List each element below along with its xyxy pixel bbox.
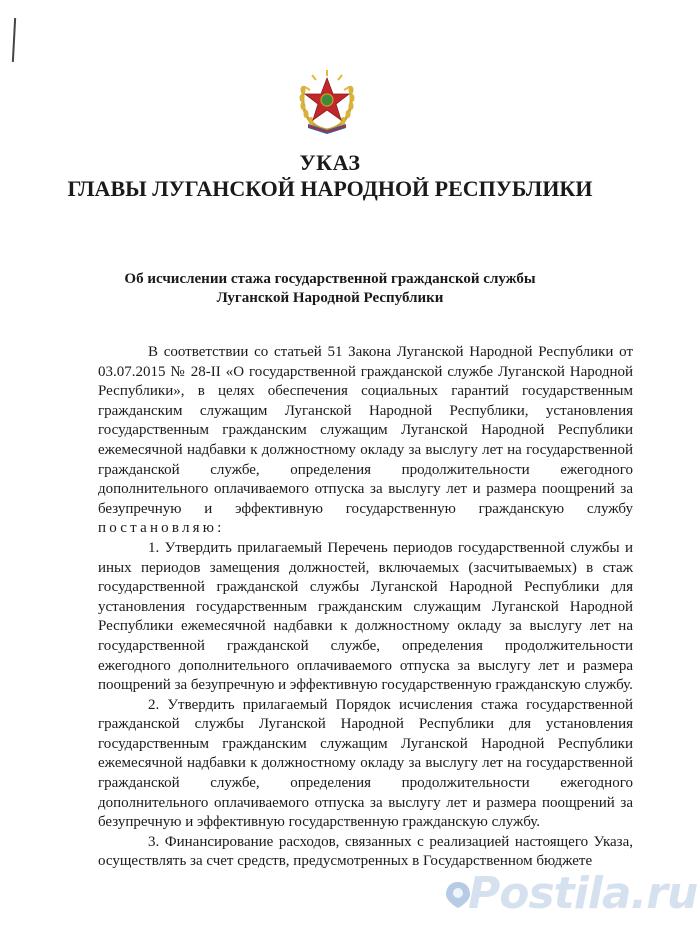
issuing-authority-title: ГЛАВЫ ЛУГАНСКОЙ НАРОДНОЙ РЕСПУБЛИКИ xyxy=(67,176,593,201)
watermark-text: Postila.ru xyxy=(468,868,697,919)
document-type-title: УКАЗ xyxy=(299,150,361,175)
scan-margin-mark xyxy=(12,18,16,62)
decree-item-1: 1. Утвердить прилагаемый Перечень периодов государственной службы и иных периодов замещения должностей, включаемых (засчитываемых) в стаж государственной гражданской службы Луганской Народной Республики для установления государственным гражданским служащим Луганской Народной Республики ежемесячной надбавки к должностному окладу за выслугу лет на государственной гражданской службе, определения продолжительности ежегодного дополнительного оплачиваемого отпуска за выслугу лет и размера поощрений за безупречную и эффективную государственную гражданскую службу. xyxy=(98,539,633,694)
preamble-paragraph xyxy=(98,343,633,539)
watermark xyxy=(440,866,697,926)
decree-item-3: 3. Финансирование расходов, связанных с реализацией настоящего Указа, осуществлять за счет средств, предусмотренных в Государственном бюджете xyxy=(98,833,633,870)
decree-word: постановляю: xyxy=(98,520,225,537)
subject-line-1: Об исчислении стажа государственной гражданской службы xyxy=(124,271,536,287)
coat-of-arms-icon xyxy=(296,68,358,134)
document-subject xyxy=(110,270,550,308)
preamble-text: В соответствии со статьей 51 Закона Луганской Народной Республики от 03.07.2015 № 28-II «О государственной гражданской службе Луганской Народной Республики», в целях обеспечения социальных гарантий государственным гражданским служащим Луганской Народной Республики, установления государственным гражданским служащим Луганской Народной Республики ежемесячной надбавки к должностному окладу за выслугу лет на государственной гражданской службе, определения продолжительности ежегодного дополнительного оплачиваемого отпуска за выслугу лет и размера поощрений за безупречную и эффективную государственную гражданскую службу xyxy=(98,344,633,517)
subject-line-2: Луганской Народной Республики xyxy=(216,290,444,306)
decree-item-2: 2. Утвердить прилагаемый Порядок исчисления стажа государственной гражданской службы Луганской Народной Республики для установления государственным гражданским служащим Луганской Народной Республики ежемесячной надбавки к должностному окладу за выслугу лет на государственной гражданской службе, определения продолжительности ежегодного дополнительного оплачиваемого отпуска за выслугу лет и размера поощрений за безупречную и эффективную государственную гражданскую службу. xyxy=(98,696,633,831)
document-body xyxy=(98,343,633,872)
